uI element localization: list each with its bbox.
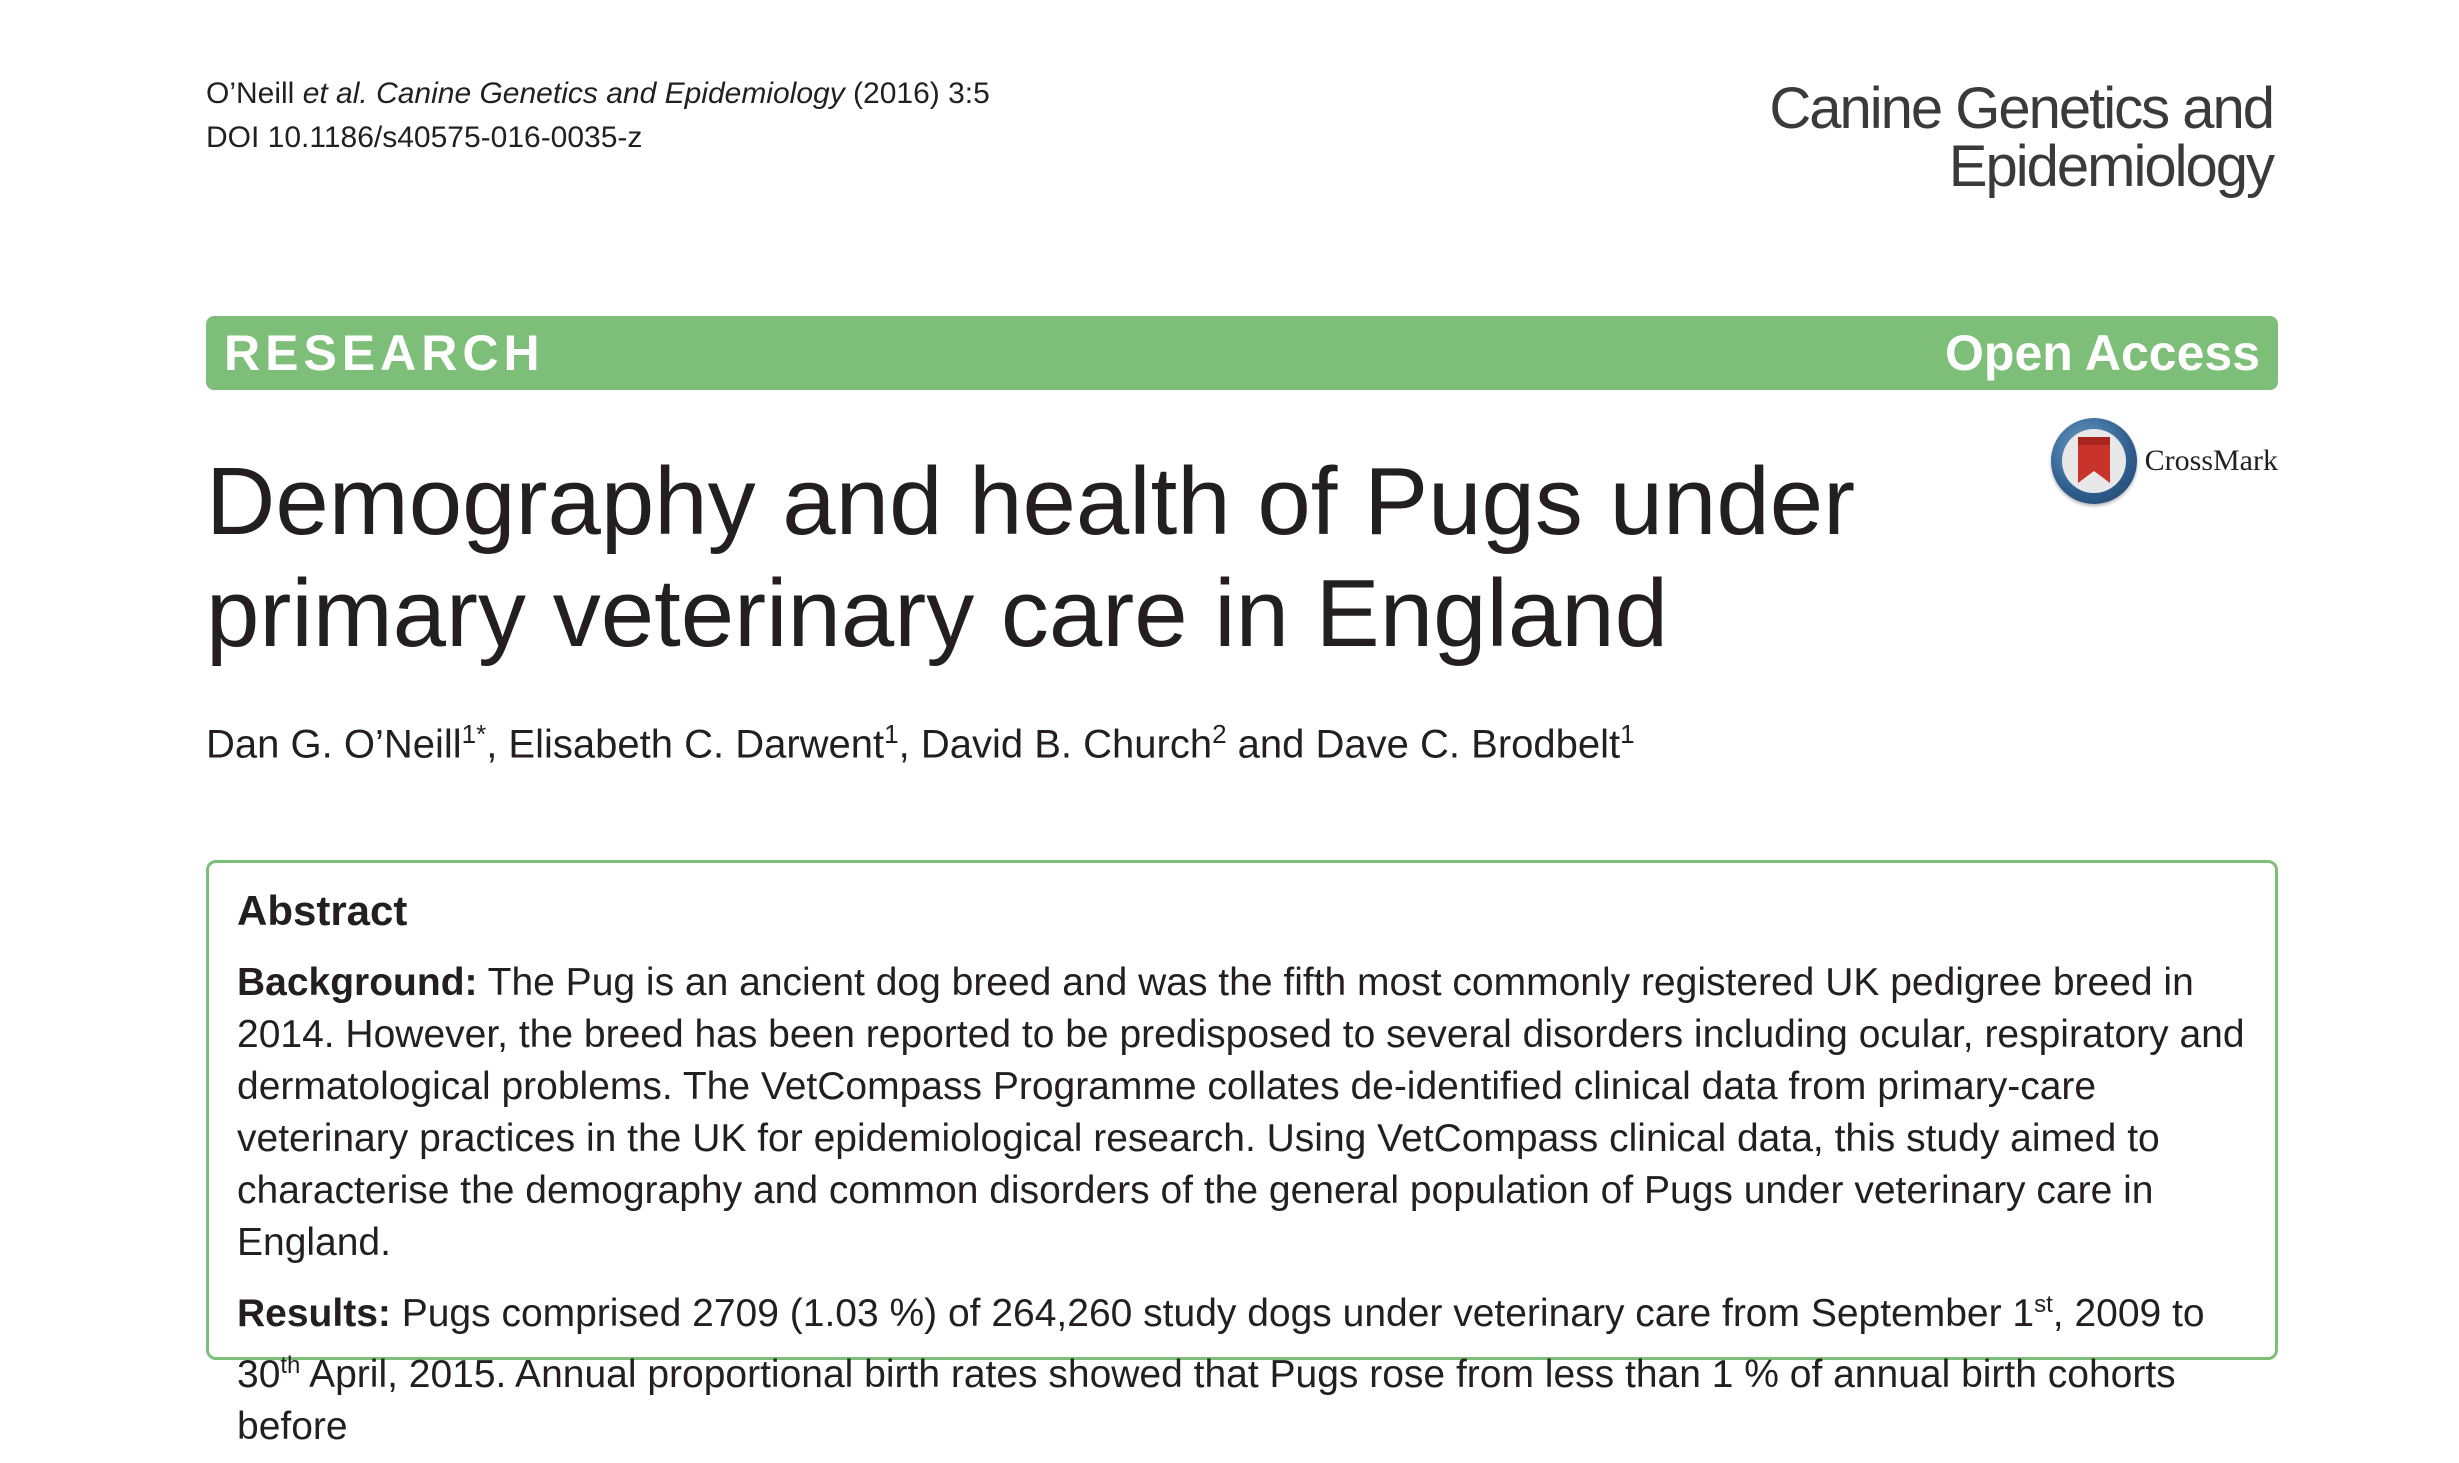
author-list (206, 706, 1635, 772)
author-name[interactable]: , Elisabeth C. Darwent (486, 722, 885, 767)
crossmark-button[interactable] (2051, 418, 2278, 504)
background-label: Background: (237, 961, 478, 1004)
abstract-box (206, 860, 2278, 1448)
affiliation-marker: 1 (1620, 719, 1635, 749)
article-title (206, 446, 1906, 670)
citation-journal: Canine Genetics and Epidemiology (367, 77, 845, 110)
affiliation-marker: 1 (884, 719, 899, 749)
results-text: April, 2015. Annual proportional birth rates showed that Pugs rose from less than 1 % of annual birth cohorts before (237, 1353, 2176, 1448)
title-line-2: primary veterinary care in England (206, 560, 1668, 667)
results-text: , 2009 to 30 (237, 1292, 2205, 1396)
article-type-label: RESEARCH (224, 325, 545, 381)
author-name[interactable]: and Dave C. Brodbelt (1226, 722, 1621, 767)
citation-line (206, 72, 990, 116)
results-text: Pugs comprised 2709 (1.03 %) of 264,260 study dogs under veterinary care from September 1 (390, 1292, 2035, 1335)
journal-logo-line1: Canine Genetics and (1769, 76, 2273, 141)
abstract-heading: Abstract (237, 887, 408, 934)
doi-link[interactable]: DOI 10.1186/s40575-016-0035-z (206, 121, 643, 154)
citation-etal: et al. (302, 77, 368, 110)
citation-header (206, 72, 990, 160)
results-label: Results: (237, 1292, 391, 1335)
ordinal-suffix: th (280, 1352, 301, 1379)
title-line-1: Demography and health of Pugs under (206, 448, 1856, 555)
abstract-results (237, 1279, 2247, 1453)
journal-logo (1769, 76, 2273, 199)
open-access-label: Open Access (1945, 325, 2260, 381)
affiliation-marker: 1* (461, 719, 487, 749)
citation-author: O’Neill (206, 77, 303, 110)
abstract-background (237, 957, 2247, 1269)
crossmark-label: CrossMark (2144, 444, 2278, 477)
affiliation-marker: 2 (1212, 719, 1227, 749)
journal-logo-line2: Epidemiology (1948, 134, 2273, 199)
abstract-body (237, 957, 2247, 1463)
author-name[interactable]: Dan G. O’Neill (206, 722, 462, 767)
ordinal-suffix: st (2034, 1291, 2053, 1318)
citation-year-volume: (2016) 3:5 (844, 77, 990, 110)
article-type-banner (206, 316, 2278, 390)
crossmark-icon (2051, 418, 2137, 504)
author-name[interactable]: , David B. Church (898, 722, 1213, 767)
background-text: The Pug is an ancient dog breed and was the fifth most commonly registered UK pedigree breed in 2014. However, the breed has been reported to be predisposed to several disorders including ocular, respiratory and dermatological problems. The VetCompass Programme collates de-identified clinical data from primary-care veterinary practices in the UK for epidemiological research. Using VetCompass clinical data, this study aimed to characterise the demography and common disorders of the general population of Pugs under veterinary care in England. (237, 961, 2245, 1264)
